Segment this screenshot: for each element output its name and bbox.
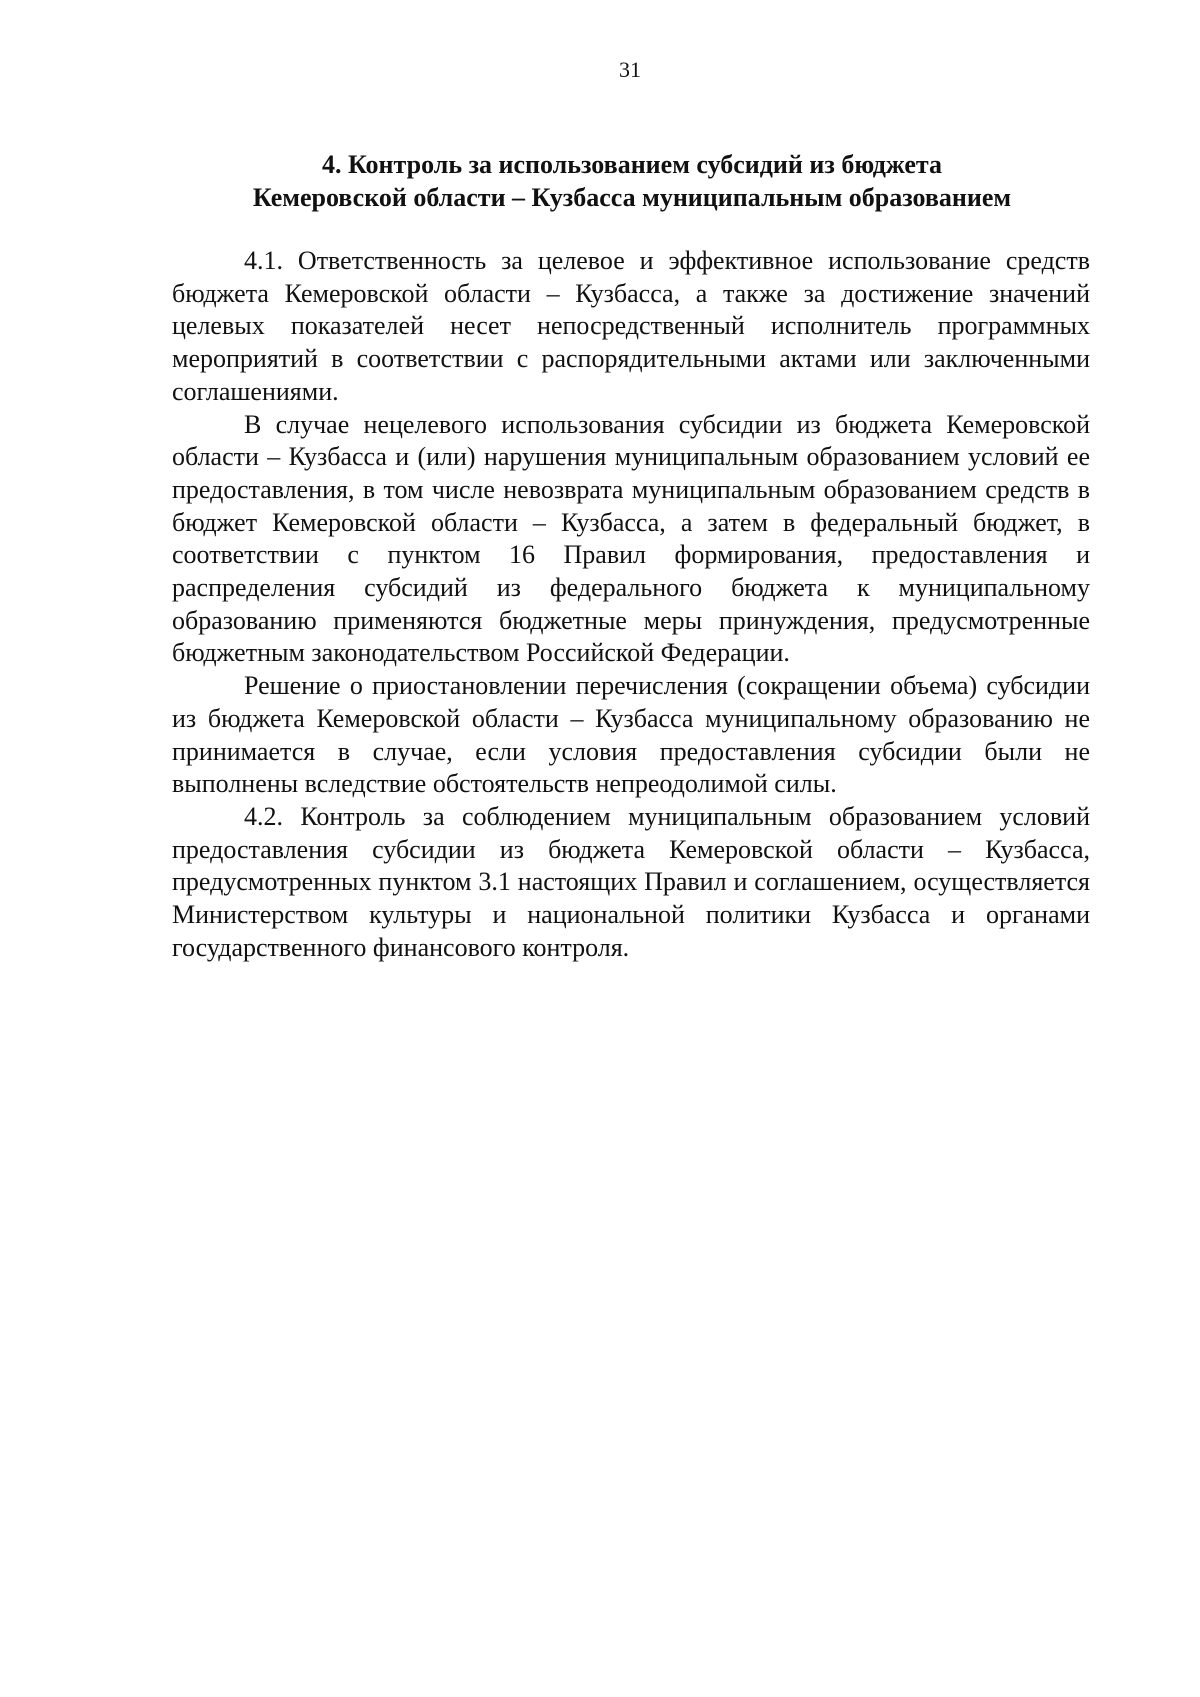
paragraph-4-1: 4.1. Ответственность за целевое и эффективное использование средств бюджета Кемеровской области – Кузбасса, а также за достижение значений целевых показателей несет непосредственный исполнитель программных мероприятий в соответствии с распорядительными актами или заключенными соглашениями.: [172, 246, 1090, 406]
paragraph-misuse-sanctions: В случае нецелевого использования субсидии из бюджета Кемеровской области – Кузбасса и (или) нарушения муниципальным образованием условий ее предоставления, в том числе невозврата муниципальным образованием средств в бюджет Кемеровской области – Кузбасса, а затем в федеральный бюджет, в соответствии с пунктом 16 Правил формирования, предоставления и распределения субсидий из федерального бюджета к муниципальному образованию применяются бюджетные меры принуждения, предусмотренные бюджетным законодательством Российской Федерации.: [172, 409, 1090, 668]
section-heading: [172, 148, 1092, 214]
page-number: 31: [619, 57, 641, 82]
body-text: [172, 245, 1090, 964]
section-heading-line-1: 4. Контроль за использованием субсидий из бюджета: [321, 150, 942, 179]
section-heading-line-2: Кемеровской области – Кузбасса муниципальным образованием: [252, 183, 1012, 212]
paragraph-4-2: 4.2. Контроль за соблюдением муниципальным образованием условий предоставления субсидии из бюджета Кемеровской области – Кузбасса, предусмотренных пунктом 3.1 настоящих Правил и соглашением, осуществляется Министерством культуры и национальной политики Кузбасса и органами государственного финансового контроля.: [172, 801, 1090, 962]
paragraph-force-majeure: Решение о приостановлении перечисления (сокращении объема) субсидии из бюджета Кемеровской области – Кузбасса муниципальному образованию не принимается в случае, если условия предоставления субсидии были не выполнены вследствие обстоятельств непреодолимой силы.: [172, 671, 1090, 799]
